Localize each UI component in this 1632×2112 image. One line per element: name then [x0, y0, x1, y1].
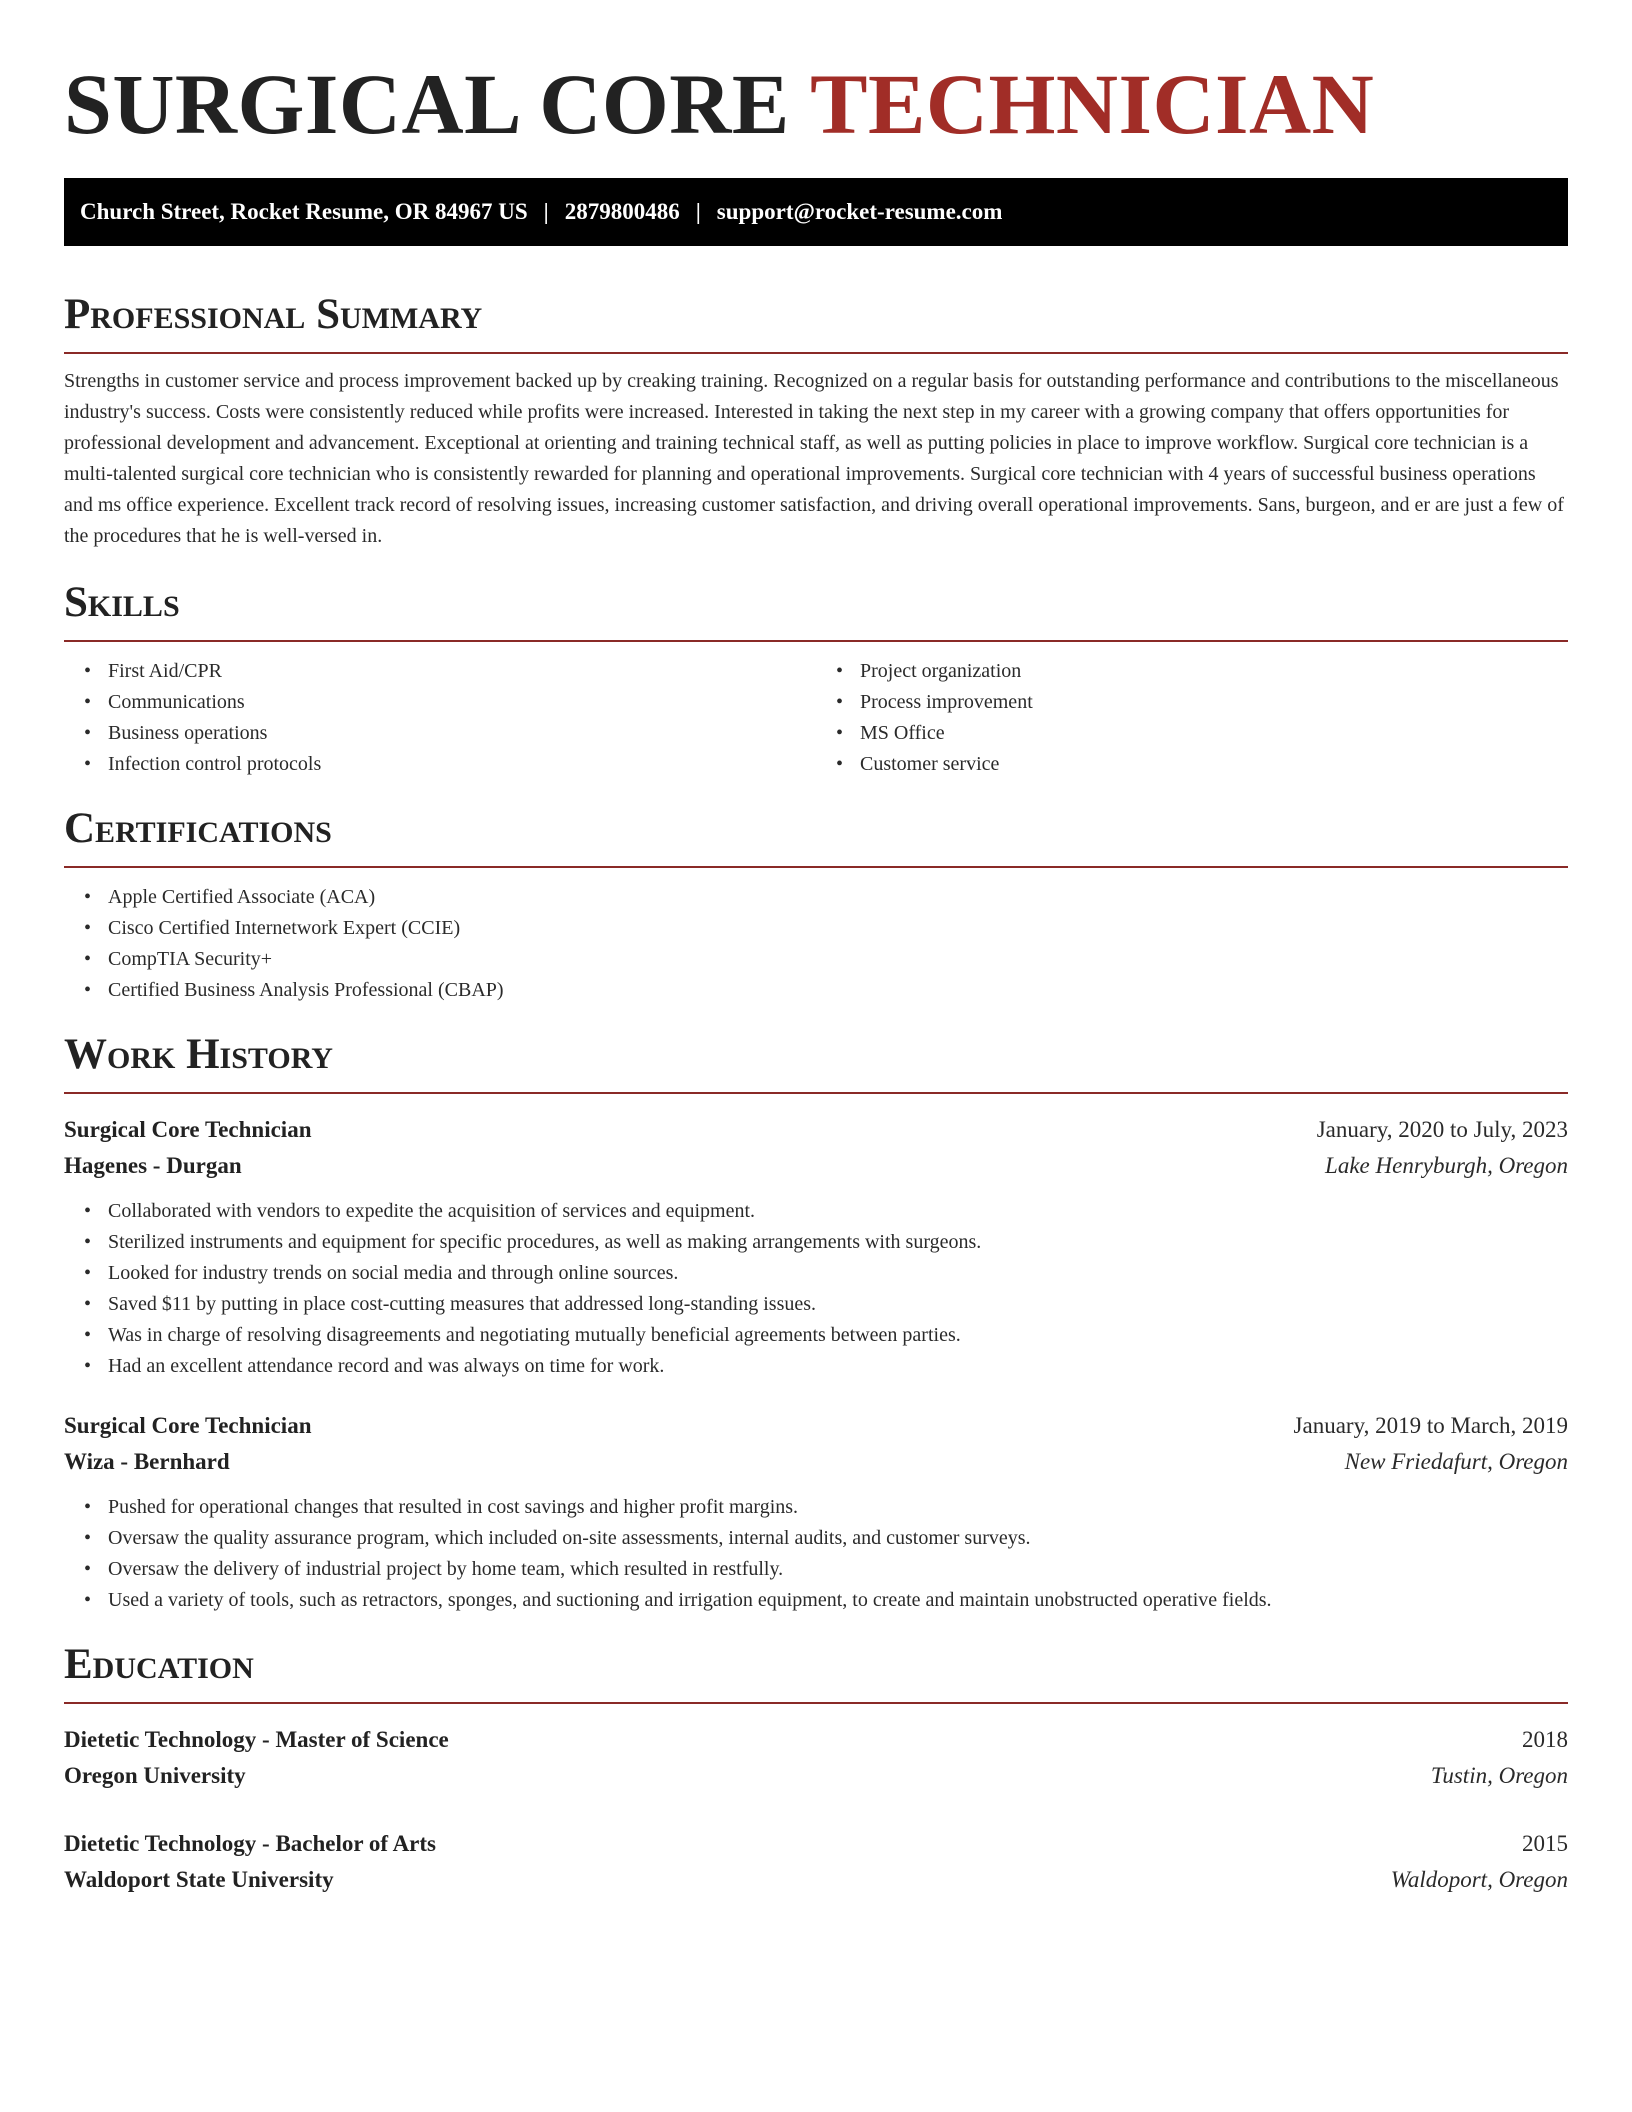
job-title: Surgical Core Technician: [64, 1117, 312, 1142]
skill-item: • Infection control protocols: [84, 749, 816, 780]
section-divider: [64, 352, 1568, 354]
skill-item: • Project organization: [836, 656, 1568, 687]
summary-section: [64, 290, 1568, 552]
education-entry: [64, 1826, 1568, 1898]
skill-item: • Communications: [84, 687, 816, 718]
job-location: Lake Henryburgh, Oregon: [1325, 1153, 1568, 1178]
resume-title: [64, 0, 1568, 152]
contact-separator: |: [695, 199, 701, 224]
education-location: Waldoport, Oregon: [1390, 1867, 1568, 1892]
job-responsibilities: [64, 1492, 1568, 1616]
contact-separator: |: [543, 199, 549, 224]
certification-item: • Certified Business Analysis Professional (CBAP): [84, 975, 1568, 1006]
summary-heading: Professional Summary: [64, 291, 483, 338]
job-responsibilities: [64, 1196, 1568, 1382]
job-bullet: • Collaborated with vendors to expedite the acquisition of services and equipment.: [84, 1196, 1568, 1227]
job-company-row: [64, 1148, 1568, 1184]
skill-item: • First Aid/CPR: [84, 656, 816, 687]
section-divider: [64, 640, 1568, 642]
skills-grid: [64, 656, 1568, 780]
contact-address: Church Street, Rocket Resume, OR 84967 US: [80, 199, 528, 224]
certifications-list: [64, 882, 1568, 1006]
certification-item: • Cisco Certified Internetwork Expert (CCIE): [84, 913, 1568, 944]
section-divider: [64, 1702, 1568, 1704]
job-bullet: • Looked for industry trends on social media and through online sources.: [84, 1258, 1568, 1289]
skill-item: • Process improvement: [836, 687, 1568, 718]
education-location: Tustin, Oregon: [1430, 1763, 1568, 1788]
certifications-heading: Certifications: [64, 805, 332, 852]
job-dates: January, 2020 to July, 2023: [1316, 1117, 1568, 1142]
skills-list-left: [64, 656, 816, 780]
work-history-section: [64, 1030, 1568, 1616]
job-company: Wiza - Bernhard: [64, 1449, 230, 1474]
job-bullet: • Pushed for operational changes that resulted in cost savings and higher profit margins.: [84, 1492, 1568, 1523]
job-bullet: • Used a variety of tools, such as retractors, sponges, and suctioning and irrigation equipment, to create and maintain unobstructed operative fields.: [84, 1585, 1568, 1616]
job-company-row: [64, 1444, 1568, 1480]
job-dates: January, 2019 to March, 2019: [1293, 1413, 1568, 1438]
job-entry: [64, 1408, 1568, 1616]
job-header-row: [64, 1112, 1568, 1148]
job-entry: [64, 1112, 1568, 1382]
certification-item: • CompTIA Security+: [84, 944, 1568, 975]
job-bullet: • Saved $11 by putting in place cost-cutting measures that addressed long-standing issues.: [84, 1289, 1568, 1320]
skill-item: • Customer service: [836, 749, 1568, 780]
job-header-row: [64, 1408, 1568, 1444]
job-bullet: • Oversaw the delivery of industrial project by home team, which resulted in restfully.: [84, 1554, 1568, 1585]
contact-phone: 2879800486: [564, 199, 680, 224]
education-entry: [64, 1722, 1568, 1794]
section-divider: [64, 866, 1568, 868]
education-degree-row: [64, 1722, 1568, 1758]
education-year: 2015: [1522, 1831, 1568, 1856]
education-degree-row: [64, 1826, 1568, 1862]
certification-item: • Apple Certified Associate (ACA): [84, 882, 1568, 913]
certifications-section: [64, 804, 1568, 1006]
job-title: Surgical Core Technician: [64, 1413, 312, 1438]
job-company: Hagenes - Durgan: [64, 1153, 242, 1178]
education-school: Oregon University: [64, 1763, 246, 1788]
education-section: [64, 1640, 1568, 1898]
contact-email: support@rocket-resume.com: [716, 199, 1003, 224]
title-part-1: SURGICAL CORE: [64, 56, 790, 152]
skill-item: • MS Office: [836, 718, 1568, 749]
education-heading: Education: [64, 1641, 254, 1688]
work-history-heading: Work History: [64, 1031, 333, 1078]
section-divider: [64, 1092, 1568, 1094]
job-bullet: • Sterilized instruments and equipment for specific procedures, as well as making arrangements with surgeons.: [84, 1227, 1568, 1258]
skills-list-right: [816, 656, 1568, 780]
education-school: Waldoport State University: [64, 1867, 334, 1892]
skills-heading: Skills: [64, 579, 180, 626]
job-location: New Friedafurt, Oregon: [1344, 1449, 1568, 1474]
job-bullet: • Was in charge of resolving disagreements and negotiating mutually beneficial agreements between parties.: [84, 1320, 1568, 1351]
summary-text: Strengths in customer service and process improvement backed up by creaking training. Recognized on a regular basis for outstanding performance and contributions to the miscellaneous industry's success. Costs were consistently reduced while profits were increased. Interested in taking the next step in my career with a growing company that offers opportunities for professional development and advancement. Exceptional at orienting and training technical staff, as well as putting policies in place to improve workflow. Surgical core technician is a multi-talented surgical core technician who is consistently rewarded for planning and operational improvements. Surgical core technician with 4 years of successful business operations and ms office experience. Excellent track record of resolving issues, increasing customer satisfaction, and driving overall operational improvements. Sans, burgeon, and er are just a few of the procedures that he is well-versed in.: [64, 370, 1564, 547]
skills-section: [64, 578, 1568, 780]
education-year: 2018: [1522, 1727, 1568, 1752]
education-degree: Dietetic Technology - Bachelor of Arts: [64, 1831, 436, 1856]
education-school-row: [64, 1758, 1568, 1794]
title-part-2: TECHNICIAN: [810, 56, 1375, 152]
job-bullet: • Had an excellent attendance record and was always on time for work.: [84, 1351, 1568, 1382]
job-bullet: • Oversaw the quality assurance program, which included on-site assessments, internal audits, and customer surveys.: [84, 1523, 1568, 1554]
skill-item: • Business operations: [84, 718, 816, 749]
education-degree: Dietetic Technology - Master of Science: [64, 1727, 449, 1752]
contact-bar: [64, 178, 1568, 246]
education-school-row: [64, 1862, 1568, 1898]
